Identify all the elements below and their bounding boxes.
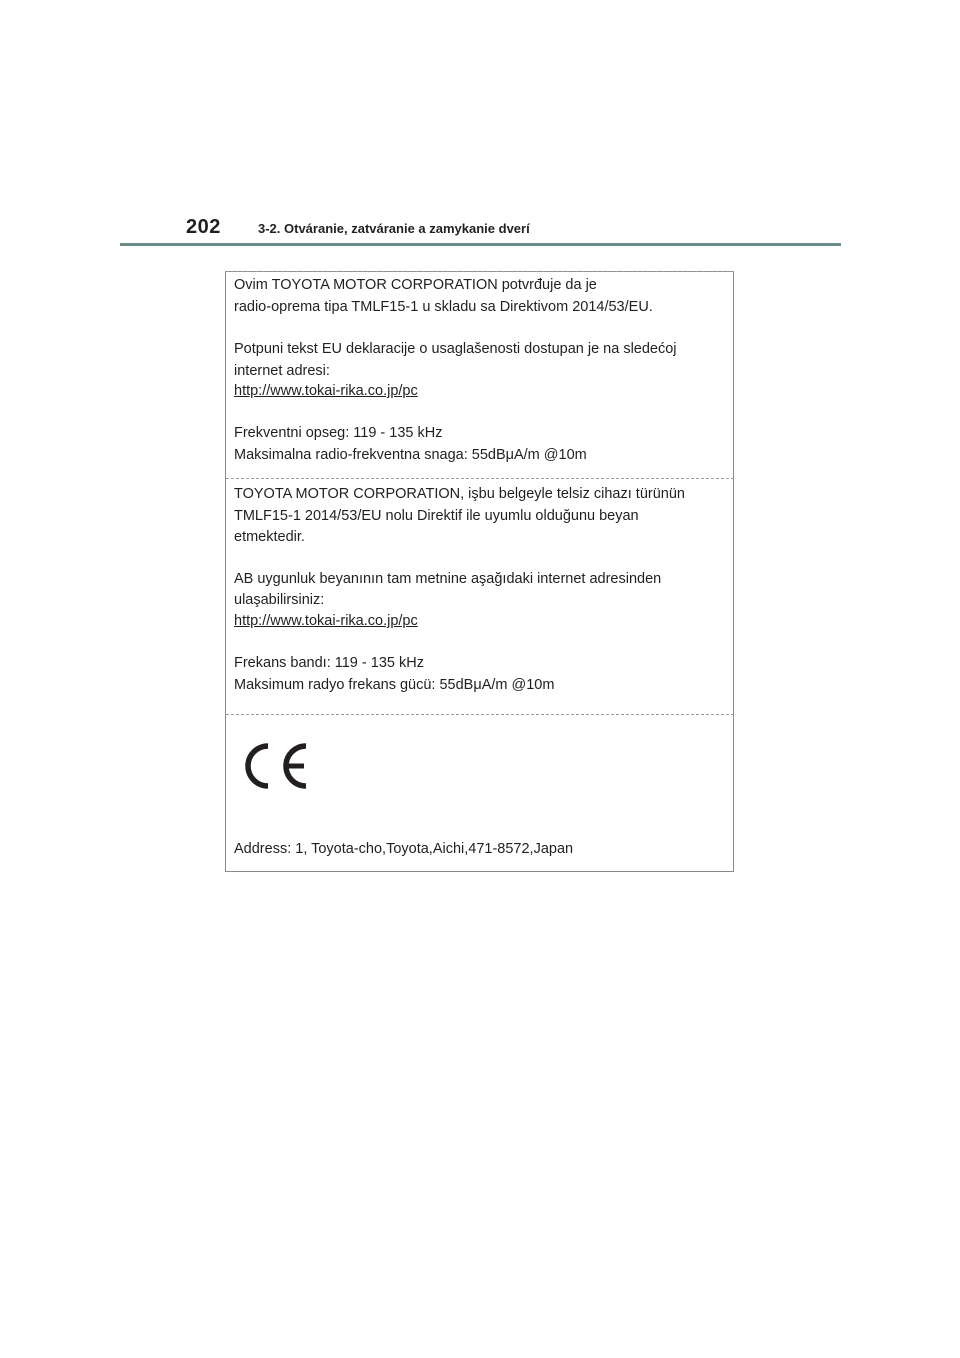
section-divider-1 [226,478,734,479]
page-number: 202 [186,216,221,238]
header-rule [120,243,841,246]
serbian-line-1: Ovim TOYOTA MOTOR CORPORATION potvrđuje da je [234,277,597,293]
serbian-link[interactable]: http://www.tokai-rika.co.jp/pc [234,383,418,399]
turkish-line-2: TMLF15-1 2014/53/EU nolu Direktif ile uyumlu olduğunu beyan [234,508,639,524]
turkish-line-5: ulaşabilirsiniz: [234,592,325,608]
serbian-line-4: internet adresi: [234,363,330,379]
section-title: 3-2. Otváranie, zatváranie a zamykanie dverí [258,221,530,236]
serbian-line-3: Potpuni tekst EU deklaracije o usaglašenosti dostupan je na sledećoj [234,341,677,357]
turkish-power: Maksimum radyo frekans gücü: 55dBμA/m @10m [234,677,555,693]
turkish-line-1: TOYOTA MOTOR CORPORATION, işbu belgeyle telsiz cihazı türünün [234,486,685,502]
turkish-line-3: etmektedir. [234,529,305,545]
box-top-dashed-line [226,271,734,272]
turkish-link[interactable]: http://www.tokai-rika.co.jp/pc [234,613,418,629]
turkish-frequency: Frekans bandı: 119 - 135 kHz [234,655,424,671]
serbian-line-2: radio-oprema tipa TMLF15-1 u skladu sa Direktivom 2014/53/EU. [234,299,653,315]
serbian-frequency: Frekventni opseg: 119 - 135 kHz [234,425,443,441]
serbian-power: Maksimalna radio-frekventna snaga: 55dBμA/m @10m [234,447,587,463]
turkish-line-4: AB uygunluk beyanının tam metnine aşağıdaki internet adresinden [234,571,662,587]
manufacturer-address: Address: 1, Toyota-cho,Toyota,Aichi,471-8572,Japan [234,841,574,857]
ce-mark-icon [240,740,312,792]
section-divider-2 [226,714,734,715]
